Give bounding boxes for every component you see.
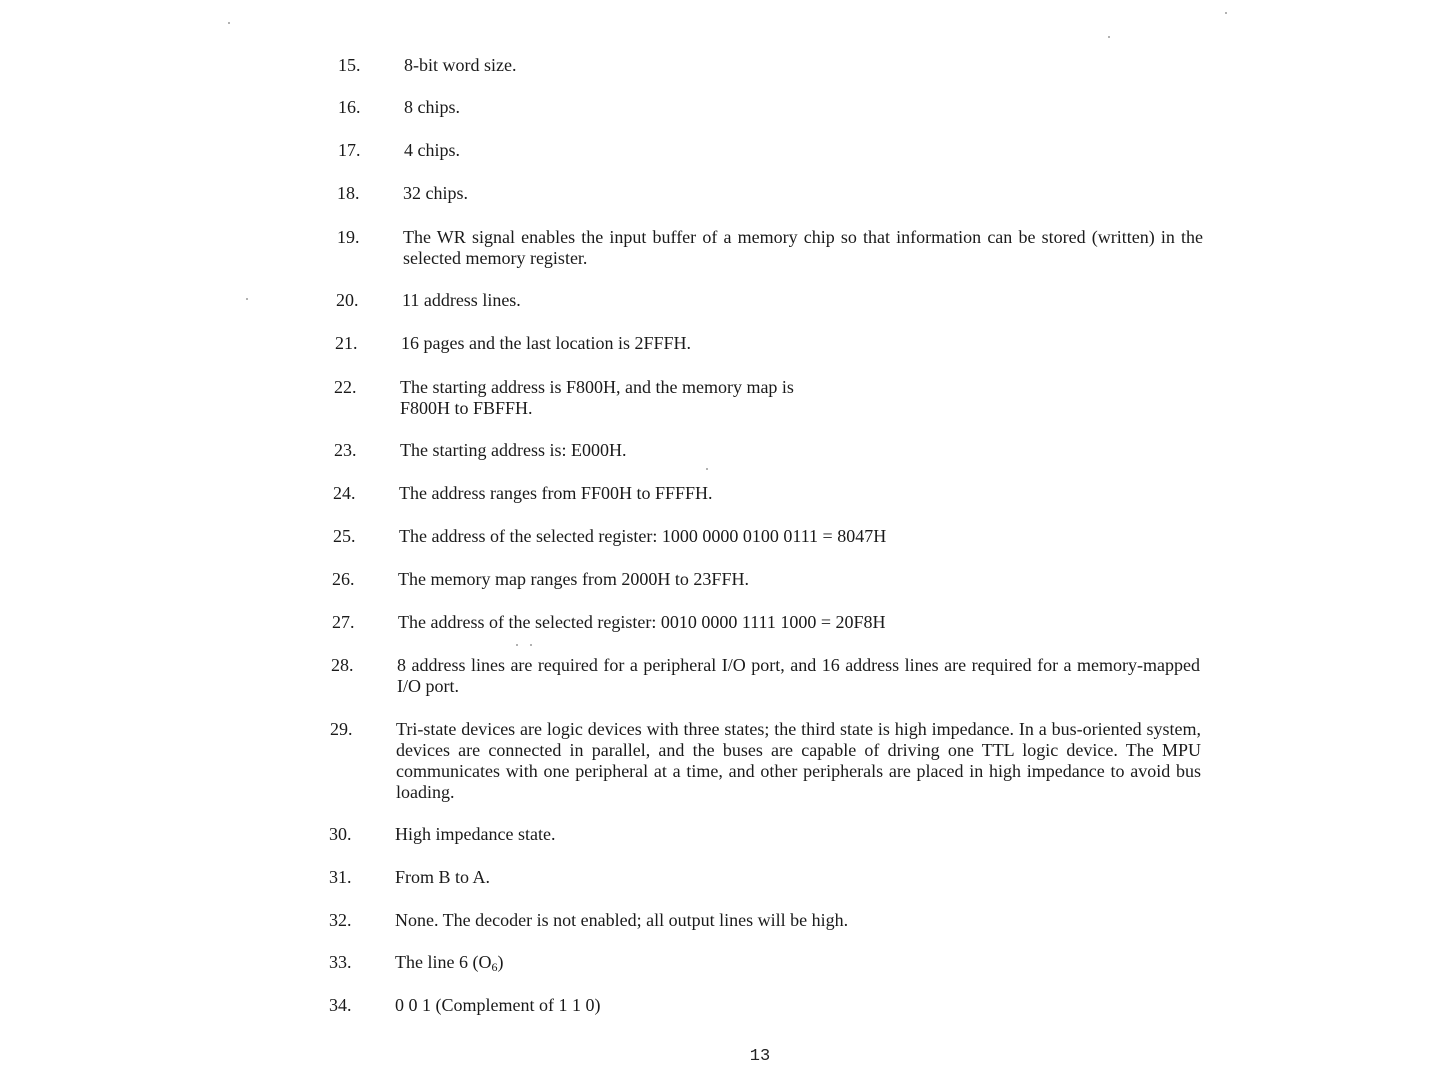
item-text: 0 0 1 (Complement of 1 1 0) xyxy=(395,995,601,1015)
item-text: The WR signal enables the input buffer of a memory chip so that information can be stored (written) in the selected memory register. xyxy=(403,227,1203,268)
item-number: 15. xyxy=(338,55,361,75)
item-text xyxy=(395,952,1205,973)
item-number: 34. xyxy=(329,995,352,1015)
item-text-line: F800H to FBFFH. xyxy=(400,398,533,418)
item-text: 8 address lines are required for a peripheral I/O port, and 16 address lines are required for a memory-mapped I/O port. xyxy=(397,655,1200,696)
item-text: From B to A. xyxy=(395,867,491,887)
item-number: 18. xyxy=(337,183,360,203)
scan-speck xyxy=(530,644,532,646)
item-text: Tri-state devices are logic devices with three states; the third state is high impedance. In a bus-oriented system, devices are connected in parallel, and the buses are capable of driving one TTL logic device. The MPU communicates with one peripheral at a time, and other peripherals are placed in high impedance to avoid bus loading. xyxy=(396,719,1201,802)
item-number: 26. xyxy=(332,569,355,589)
item-text: 8 chips. xyxy=(404,97,460,117)
item-text: The starting address is: E000H. xyxy=(400,440,627,460)
item-text: The address ranges from FF00H to FFFFH. xyxy=(399,483,713,503)
item-text: None. The decoder is not enabled; all output lines will be high. xyxy=(395,910,849,930)
item-number: 28. xyxy=(331,655,354,675)
item-number: 19. xyxy=(337,227,360,247)
item-text-main: The line 6 (O xyxy=(395,952,492,972)
item-text-close: ) xyxy=(497,952,504,972)
item-number: 22. xyxy=(334,377,357,397)
item-number: 33. xyxy=(329,952,352,972)
item-text: 11 address lines. xyxy=(402,290,521,310)
subscript: 6 xyxy=(491,960,498,974)
scan-speck xyxy=(1225,12,1227,14)
item-number: 25. xyxy=(333,526,356,546)
item-number: 20. xyxy=(336,290,359,310)
item-text: The address of the selected register: 1000 0000 0100 0111 = 8047H xyxy=(399,526,887,546)
item-number: 29. xyxy=(330,719,353,739)
item-number: 17. xyxy=(338,140,361,160)
item-number: 32. xyxy=(329,910,352,930)
item-text: 32 chips. xyxy=(403,183,468,203)
item-text: 8-bit word size. xyxy=(404,55,517,75)
item-text: The memory map ranges from 2000H to 23FFH. xyxy=(398,569,749,589)
item-text xyxy=(400,377,1210,419)
item-text: 4 chips. xyxy=(404,140,460,160)
item-number: 21. xyxy=(335,333,358,353)
scan-speck xyxy=(516,644,518,646)
item-number: 24. xyxy=(333,483,356,503)
item-text: High impedance state. xyxy=(395,824,556,844)
item-number: 31. xyxy=(329,867,352,887)
item-text: 16 pages and the last location is 2FFFH. xyxy=(401,333,691,353)
scan-speck xyxy=(706,468,708,470)
item-text: The address of the selected register: 0010 0000 1111 1000 = 20F8H xyxy=(398,612,886,632)
item-text-line: The starting address is F800H, and the memory map is xyxy=(400,377,794,397)
page-number: 13 xyxy=(749,1047,771,1066)
item-number: 27. xyxy=(332,612,355,632)
scan-speck xyxy=(1108,36,1110,38)
item-number: 23. xyxy=(334,440,357,460)
scan-speck xyxy=(228,22,230,24)
item-number: 16. xyxy=(338,97,361,117)
item-number: 30. xyxy=(329,824,352,844)
scan-speck xyxy=(246,298,248,300)
